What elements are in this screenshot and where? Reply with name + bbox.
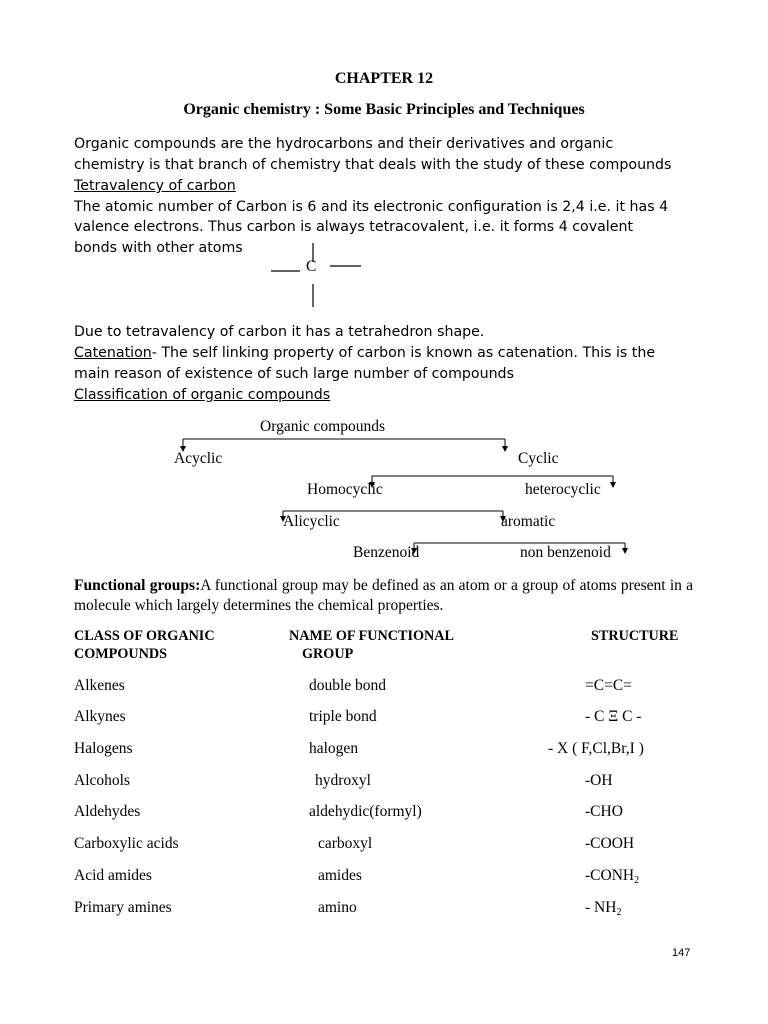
row-3-name: halogen <box>309 740 359 757</box>
tree-node-benzenoid: Benzenoid <box>353 544 420 561</box>
row-2-class: Alkynes <box>74 708 126 725</box>
row-4-name: hydroxyl <box>315 772 371 789</box>
tree-node-aromatic: aromatic <box>501 513 556 530</box>
row-2-structure: - C Ξ C - <box>585 708 642 725</box>
row-3-class: Halogens <box>74 740 133 757</box>
row-2-name: triple bond <box>309 708 377 725</box>
tetravalency-line-2: valence electrons. Thus carbon is always tetracovalent, i.e. it forms 4 covalent <box>74 219 634 235</box>
row-1-name: double bond <box>309 677 387 694</box>
row-3-structure: - X ( F,Cl,Br,I ) <box>548 740 644 757</box>
row-1-class: Alkenes <box>74 677 125 694</box>
row-8-name: amino <box>318 899 357 916</box>
row-1-structure: =C=C= <box>585 677 632 694</box>
row-7-structure <box>585 867 639 886</box>
catenation-definition: - The self linking property of carbon is known as catenation. This is the <box>151 345 656 361</box>
tree-node-homocyclic: Homocyclic <box>307 481 383 498</box>
tetravalency-line-1: The atomic number of Carbon is 6 and its electronic configuration is 2,4 i.e. it has 4 <box>74 199 669 215</box>
row-8-class: Primary amines <box>74 899 172 916</box>
intro-line-1: Organic compounds are the hydrocarbons and their derivatives and organic <box>74 136 614 152</box>
row-4-structure: -OH <box>585 772 613 789</box>
intro-line-2: chemistry is that branch of chemistry that deals with the study of these compounds <box>74 157 672 173</box>
header-class-line-1: CLASS OF ORGANIC <box>74 628 215 644</box>
chapter-heading: CHAPTER 12 <box>334 70 434 87</box>
catenation-line-2: main reason of existence of such large number of compounds <box>74 366 514 382</box>
tree-node-acyclic: Acyclic <box>174 450 223 467</box>
header-name-line-2: GROUP <box>302 646 354 662</box>
tetrahedron-line: Due to tetravalency of carbon it has a tetrahedron shape. <box>74 324 485 340</box>
row-4-class: Alcohols <box>74 772 130 789</box>
tetravalency-line-3: bonds with other atoms <box>74 240 243 256</box>
chapter-subtitle: Organic chemistry : Some Basic Principles and Techniques <box>183 101 585 118</box>
row-5-class: Aldehydes <box>74 803 141 820</box>
row-8-structure-main: - NH <box>585 899 617 916</box>
header-name-line-1: NAME OF FUNCTIONAL <box>289 628 454 644</box>
tree-node-organic-compounds: Organic compounds <box>260 418 385 435</box>
tree-node-heterocyclic: heterocyclic <box>525 481 601 498</box>
tetravalency-heading: Tetravalency of carbon <box>74 178 236 194</box>
row-7-structure-sub: 2 <box>634 875 640 886</box>
row-5-name: aldehydic(formyl) <box>309 803 422 820</box>
header-structure: STRUCTURE <box>591 628 679 644</box>
row-8-structure <box>585 899 621 918</box>
functional-groups-paragraph <box>74 576 693 615</box>
row-7-class: Acid amides <box>74 867 152 884</box>
tree-node-non-benzenoid: non benzenoid <box>520 544 611 561</box>
carbon-symbol: C <box>306 258 317 275</box>
row-6-structure: -COOH <box>585 835 635 852</box>
catenation-term: Catenation <box>74 345 152 361</box>
functional-groups-definition: A functional group may be defined as an atom or a group of atoms present in a molecule which largely determines the chemical properties. <box>74 577 693 614</box>
header-class-line-2: COMPOUNDS <box>74 646 168 662</box>
classification-heading: Classification of organic compounds <box>74 387 331 403</box>
page-number: 147 <box>672 947 691 959</box>
functional-groups-term: Functional groups: <box>74 577 201 594</box>
row-7-structure-main: -CONH <box>585 867 635 884</box>
row-6-class: Carboxylic acids <box>74 835 179 852</box>
tree-node-alicyclic: Alicyclic <box>283 513 340 530</box>
row-5-structure: -CHO <box>585 803 623 820</box>
tree-node-cyclic: Cyclic <box>518 450 559 467</box>
row-8-structure-sub: 2 <box>616 907 622 918</box>
row-7-name: amides <box>318 867 362 884</box>
row-6-name: carboxyl <box>318 835 373 852</box>
